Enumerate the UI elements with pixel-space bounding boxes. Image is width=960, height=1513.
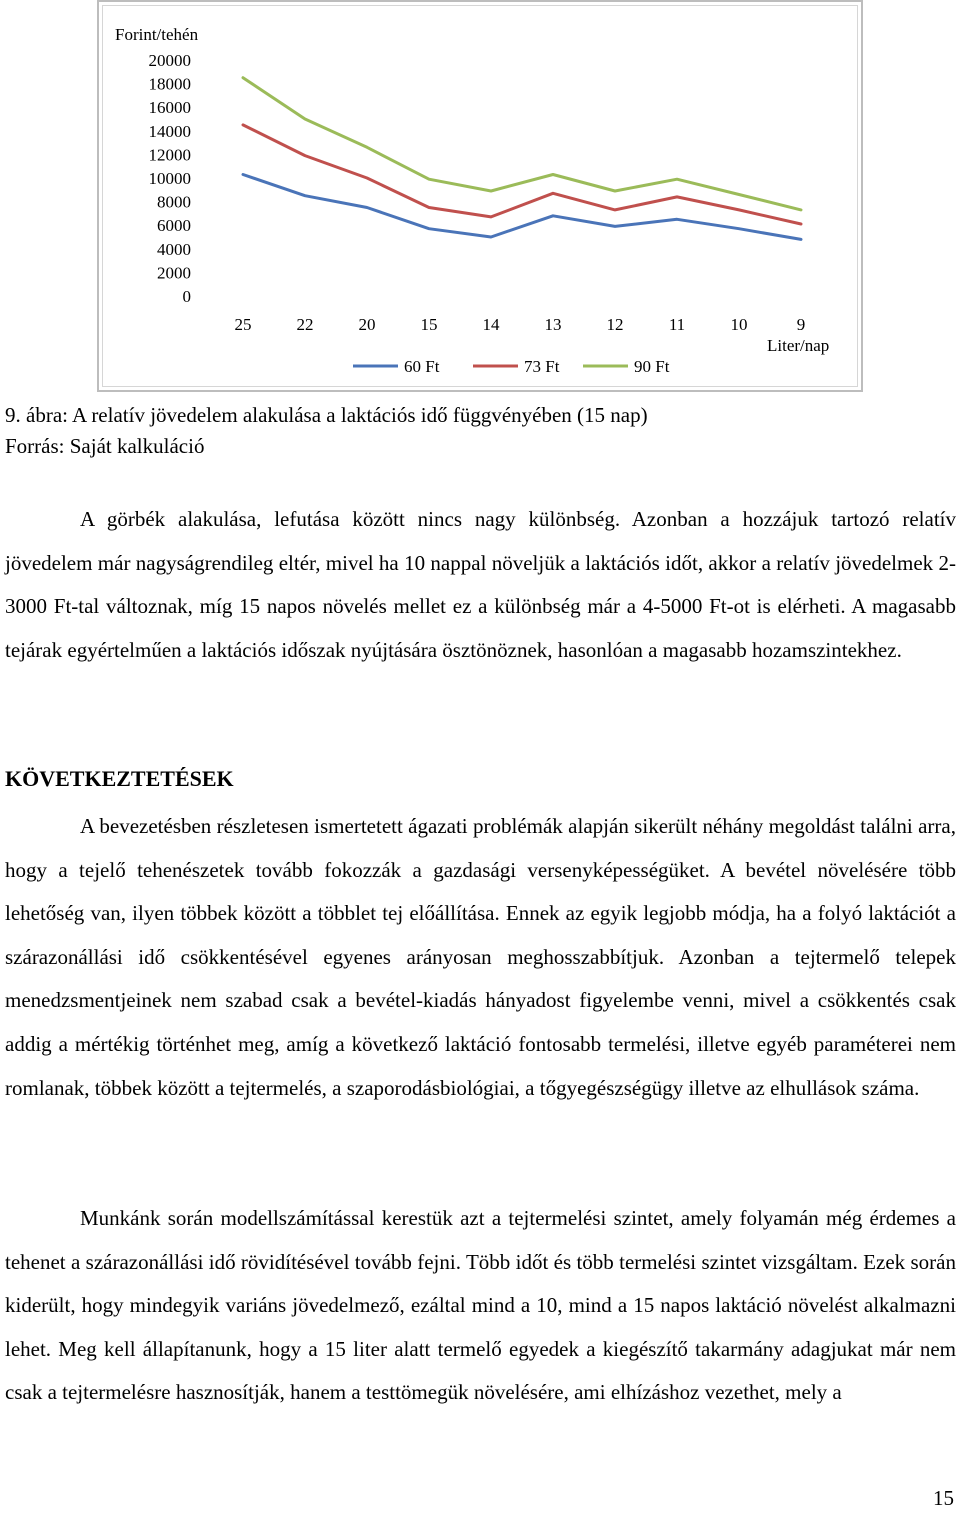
x-tick-label: 22 — [296, 315, 314, 334]
figure-caption: 9. ábra: A relatív jövedelem alakulása a laktációs idő függvényében (15 nap) — [5, 403, 648, 427]
x-tick-label: 10 — [730, 315, 748, 334]
y-axis-title: Forint/tehén — [115, 25, 199, 44]
line-chart — [103, 6, 861, 390]
y-tick-label: 6000 — [157, 216, 191, 236]
x-tick-label: 13 — [544, 315, 562, 334]
y-tick-label: 10000 — [148, 169, 191, 188]
y-tick-label: 4000 — [157, 239, 191, 259]
page-number: 15 — [933, 1486, 954, 1510]
x-tick-label: 15 — [420, 315, 438, 334]
series-line-73-ft — [243, 125, 801, 224]
paragraph-1 — [5, 498, 956, 672]
x-tick-label: 12 — [606, 315, 624, 334]
x-tick-label: 20 — [358, 315, 376, 334]
series-line-90-ft — [243, 78, 801, 210]
paragraph-1-text: A görbék alakulása, lefutása között nincs nagy különbség. Azonban a hozzájuk tartozó relatív jövedelem már nagyságrendileg eltér, mivel ha 10 nappal növeljük a laktációs időt, akkor a relatív jövedelmek 2-3000 Ft-tal változnak, míg 15 napos növelés mellet ez a különbség már a 4-5000 Ft-ot is elérheti. A magasabb tejárak egyértelműen a laktációs időszak nyújtására ösztönöznek, hasonlóan a magasabb hozamszintekhez. — [5, 507, 956, 662]
legend-label: 90 Ft — [634, 357, 670, 376]
y-tick-label: 20000 — [148, 51, 191, 70]
section-heading: KÖVETKEZTETÉSEK — [5, 766, 234, 791]
figure-frame — [97, 0, 863, 392]
paragraph-2 — [5, 805, 956, 1110]
y-tick-label: 8000 — [157, 192, 191, 212]
x-tick-label: 14 — [482, 315, 500, 334]
x-tick-label: 11 — [668, 315, 686, 334]
legend-label: 73 Ft — [524, 357, 560, 376]
y-tick-label: 12000 — [148, 145, 191, 165]
paragraph-2-text: A bevezetésben részletesen ismertetett ágazati problémák alapján sikerült néhány megoldást találni arra, hogy a tejelő tehenészetek tovább fokozzák a gazdasági versenyképességüket. A bevétel növelésére több lehetőség van, ilyen többek között a többlet tej előállítása. Ennek az egyik legjobb módja, ha a folyó laktációt a szárazonállási idő csökkentésével egyenes arányosan meghosszabbítjuk. Azonban a tejtermelő telepek menedzsmentjeinek nem szabad csak a bevétel-kiadás hányadost figyelembe venni, mivel a csökkentés csak addig a mértékig történhet meg, amíg a következő laktáció fontosabb termelési, illetve egyéb paraméterei nem romlanak, többek között a tejtermelés, a szaporodásbiológiai, a tőgyegészségügy illetve az elhullások száma. — [5, 814, 956, 1100]
y-tick-label: 0 — [182, 287, 191, 306]
x-tick-label: 9 — [796, 315, 806, 334]
y-tick-label: 16000 — [148, 98, 191, 118]
y-tick-label: 14000 — [148, 121, 191, 141]
figure-source: Forrás: Saját kalkuláció — [5, 434, 205, 458]
paragraph-3 — [5, 1197, 956, 1415]
y-tick-label: 2000 — [157, 263, 191, 283]
paragraph-3-text: Munkánk során modellszámítással kerestük azt a tejtermelési szintet, amely folyamán még érdemes a tehenet a szárazonállási idő rövidítésével tovább fejni. Több időt és több termelési szintet vizsgáltam. Ezek során kiderült, hogy mindegyik variáns jövedelmező, ezáltal mind a 10, mind a 15 napos laktáció növelést alkalmazni lehet. Meg kell állapítanunk, hogy a 15 liter alatt termelő egyedek a kiegészítő takarmány adagjukat már nem csak a tejtermelésre hasznosítják, hanem a testtömegük növelésére, ami elhízáshoz vezethet, mely a — [5, 1206, 956, 1405]
chart-area — [102, 5, 858, 387]
x-axis-title: Liter/nap — [767, 336, 830, 355]
legend-label: 60 Ft — [404, 357, 440, 376]
y-tick-label: 18000 — [148, 74, 191, 94]
x-tick-label: 25 — [234, 315, 252, 334]
